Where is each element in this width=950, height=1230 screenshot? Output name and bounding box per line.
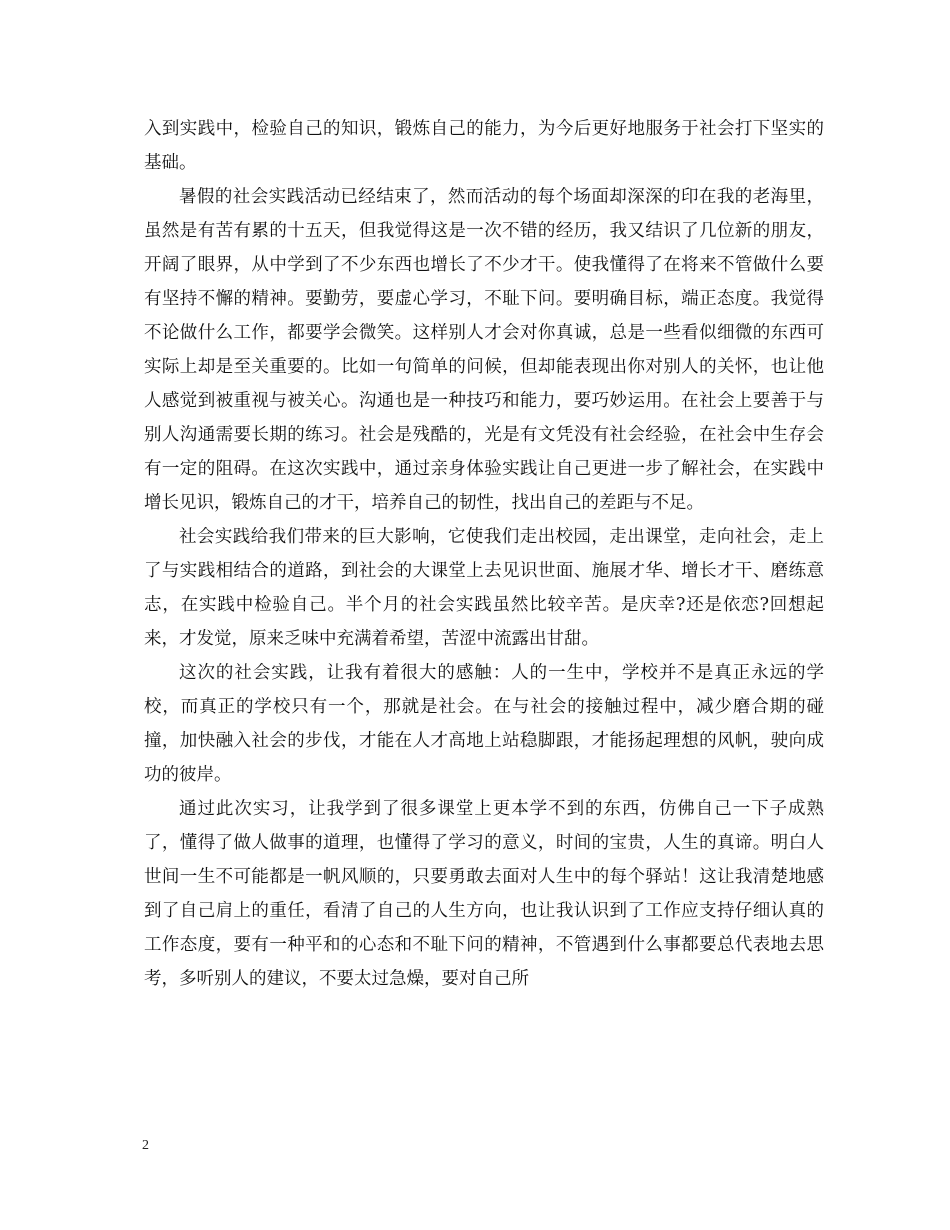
document-body: [144, 112, 824, 996]
paragraph-continued: 入到实践中，检验自己的知识，锻炼自己的能力，为今后更好地服务于社会打下坚实的基础。: [144, 119, 824, 173]
paragraph: 通过此次实习，让我学到了很多课堂上更本学不到的东西，仿佛自己一下子成熟了，懂得了做人做事的道理，也懂得了学习的意义，时间的宝贵，人生的真谛。明白人世间一生不可能都是一帆风顺的，只要勇敢去面对人生中的每个驿站！这让我清楚地感到了自己肩上的重任，看清了自己的人生方向，也让我认识到了工作应支持仔细认真的工作态度，要有一种平和的心态和不耻下问的精神，不管遇到什么事都要总代表地去思考，多听别人的建议，不要太过急燥，要对自己所: [144, 799, 824, 989]
paragraph: 这次的社会实践，让我有着很大的感触：人的一生中，学校并不是真正永远的学校，而真正的学校只有一个，那就是社会。在与社会的接触过程中，减少磨合期的碰撞，加快融入社会的步伐，才能在人才高地上站稳脚跟，才能扬起理想的风帆，驶向成功的彼岸。: [144, 663, 824, 785]
page-number: 2: [142, 1138, 149, 1153]
paragraph: 暑假的社会实践活动已经结束了，然而活动的每个场面却深深的印在我的老海里，虽然是有苦有累的十五天，但我觉得这是一次不错的经历，我又结识了几位新的朋友，开阔了眼界，从中学到了不少东西也增长了不少才干。使我懂得了在将来不管做什么要有坚持不懈的精神。要勤劳，要虚心学习，不耻下问。要明确目标，端正态度。我觉得不论做什么工作，都要学会微笑。这样别人才会对你真诚，总是一些看似细微的东西可实际上却是至关重要的。比如一句简单的问候，但却能表现出你对别人的关怀，也让他人感觉到被重视与被关心。沟通也是一种技巧和能力，要巧妙运用。在社会上要善于与别人沟通需要长期的练习。社会是残酷的，光是有文凭没有社会经验，在社会中生存会有一定的阻碍。在这次实践中，通过亲身体验实践让自己更进一步了解社会，在实践中增长见识，锻炼自己的才干，培养自己的韧性，找出自己的差距与不足。: [144, 187, 824, 513]
paragraph: 社会实践给我们带来的巨大影响，它使我们走出校园，走出课堂，走向社会，走上了与实践相结合的道路，到社会的大课堂上去见识世面、施展才华、增长才干、磨练意志，在实践中检验自己。半个月的社会实践虽然比较辛苦。是庆幸?还是依恋?回想起来，才发觉，原来乏味中充满着希望，苦涩中流露出甘甜。: [144, 527, 824, 649]
